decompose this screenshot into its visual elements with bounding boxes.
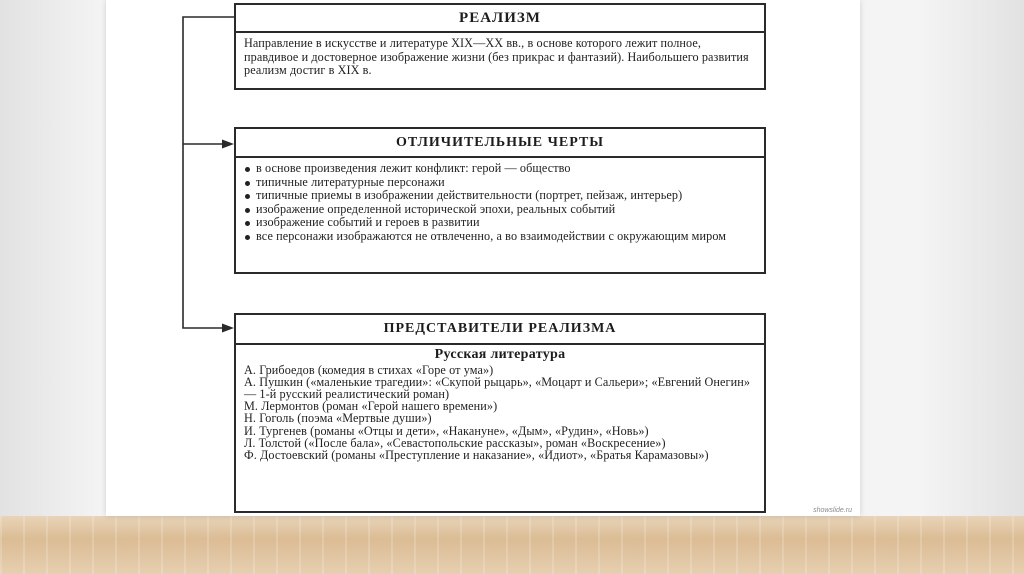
- list-item: Л. Толстой («После бала», «Севастопольские рассказы», роман «Воскресение»): [244, 435, 666, 450]
- list-item: Н. Гоголь (поэма «Мертвые души»): [244, 411, 432, 426]
- list-item: типичные приемы в изображении действительности (портрет, пейзаж, интерьер): [244, 189, 756, 203]
- list-item: все персонажи изображаются не отвлеченно, а во взаимодействии с окружающим миром: [244, 230, 756, 244]
- wooden-floor-background: [0, 516, 1024, 574]
- list-item: типичные литературные персонажи: [244, 176, 756, 190]
- list-item: М. Лермонтов (роман «Герой нашего времени»): [244, 399, 498, 414]
- list-item: изображение событий и героев в развитии: [244, 216, 756, 230]
- representatives-title: ПРЕДСТАВИТЕЛИ РЕАЛИЗМА: [236, 315, 764, 345]
- list-item: изображение определенной исторической эпохи, реальных событий: [244, 203, 756, 217]
- list-item: А. Грибоедов (комедия в стихах «Горе от ума»): [244, 362, 494, 377]
- realism-title: РЕАЛИЗМ: [236, 5, 764, 33]
- list-item: И. Тургенев (романы «Отцы и дети», «Накануне», «Дым», «Рудин», «Новь»): [244, 423, 649, 438]
- list-item: Ф. Достоевский (романы «Преступление и наказание», «Идиот», «Братья Карамазовы»): [244, 448, 709, 463]
- representatives-box: [234, 313, 766, 513]
- features-list: [244, 162, 756, 244]
- arrow-head-icon: [222, 140, 234, 149]
- russian-literature-subtitle: Русская литература: [434, 347, 566, 362]
- list-item: в основе произведения лежит конфликт: герой — общество: [244, 162, 756, 176]
- list-item: А. Пушкин («маленькие трагедии»: «Скупой рыцарь», «Моцарт и Сальери»; «Евгений Онегин» — 1-й русский реалистический роман): [244, 374, 751, 401]
- representatives-list: [244, 364, 756, 462]
- slide-canvas: [106, 0, 860, 516]
- watermark: showslide.ru: [813, 507, 852, 514]
- features-box: [234, 127, 766, 274]
- floor-planks: [0, 516, 1024, 574]
- features-title: ОТЛИЧИТЕЛЬНЫЕ ЧЕРТЫ: [236, 129, 764, 158]
- arrow-head-icon: [222, 324, 234, 333]
- realism-definition-text: Направление в искусстве и литературе XIX—XX вв., в основе которого лежит полное, правдивое и достоверное изображение жизни (без прикрас и фантазий). Наибольшего развития реализм достиг в XIX в.: [244, 36, 749, 78]
- realism-definition-box: [234, 3, 766, 90]
